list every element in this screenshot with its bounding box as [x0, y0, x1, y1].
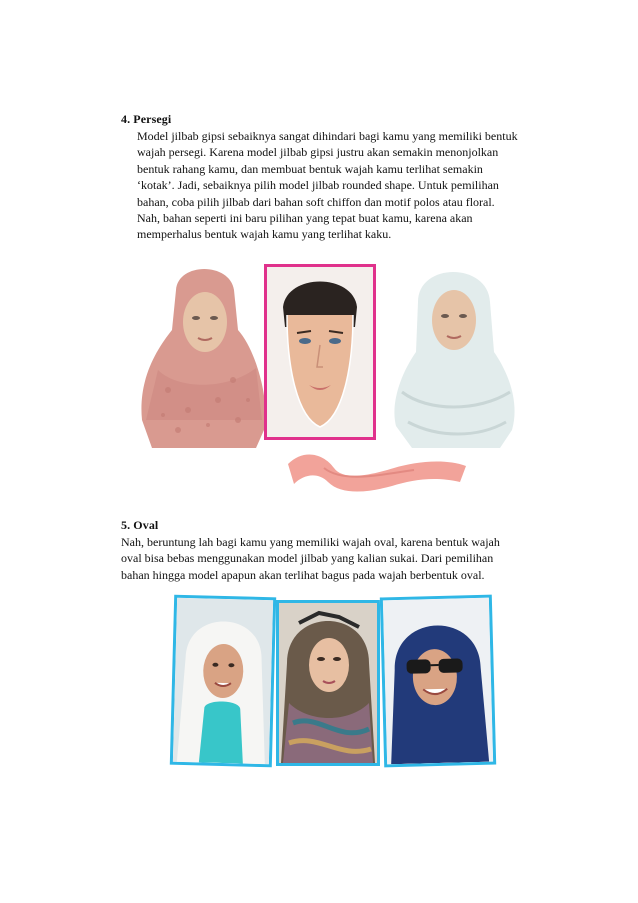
oval-face-hijab-figure	[168, 592, 498, 770]
text-line: bahan hingga model apapun akan terlihat bagus pada wajah berbentuk oval.	[121, 567, 485, 582]
white-hijab-mannequin	[388, 262, 520, 452]
section-5-paragraph	[121, 534, 541, 583]
pink-floral-hijab-mannequin	[138, 260, 270, 450]
text-line: Nah, bahan seperti ini baru pilihan yang tepat buat kamu, karena akan	[137, 211, 473, 226]
square-face-photo	[264, 264, 376, 440]
patterned-silk-hijab-photo	[276, 600, 380, 766]
section-4-heading: 4. Persegi	[121, 112, 172, 126]
white-hijab-photo	[170, 595, 276, 768]
text-line: Model jilbab gipsi sebaiknya sangat dihindari bagi kamu yang memiliki bentuk	[137, 129, 518, 143]
pink-chiffon-scarf	[284, 444, 470, 500]
text-line: Nah, beruntung lah bagi kamu yang memiliki wajah oval, karena bentuk wajah	[121, 535, 500, 549]
section-4-paragraph	[137, 128, 519, 243]
section-5-heading: 5. Oval	[121, 518, 159, 532]
square-face-hijab-figure	[138, 258, 520, 506]
text-line: ‘kotak’. Jadi, sebaiknya pilih model jilbab rounded shape. Untuk pemilihan	[137, 178, 499, 193]
navy-hijab-sunglasses-photo	[380, 595, 496, 768]
text-line: oval bisa bebas menggunakan model jilbab yang kalian sukai. Dari pemilihan	[121, 551, 494, 566]
text-line: memperhalus bentuk wajah kamu yang terlihat kaku.	[137, 227, 392, 242]
text-line: wajah persegi. Karena model jilbab gipsi justru akan semakin menonjolkan	[137, 145, 499, 160]
text-line: bentuk rahang kamu, dan membuat bentuk wajah kamu terlihat semakin	[137, 161, 483, 176]
text-line: bahan, coba pilih jilbab dari bahan soft chiffon dan motif polos atau floral.	[137, 194, 495, 209]
